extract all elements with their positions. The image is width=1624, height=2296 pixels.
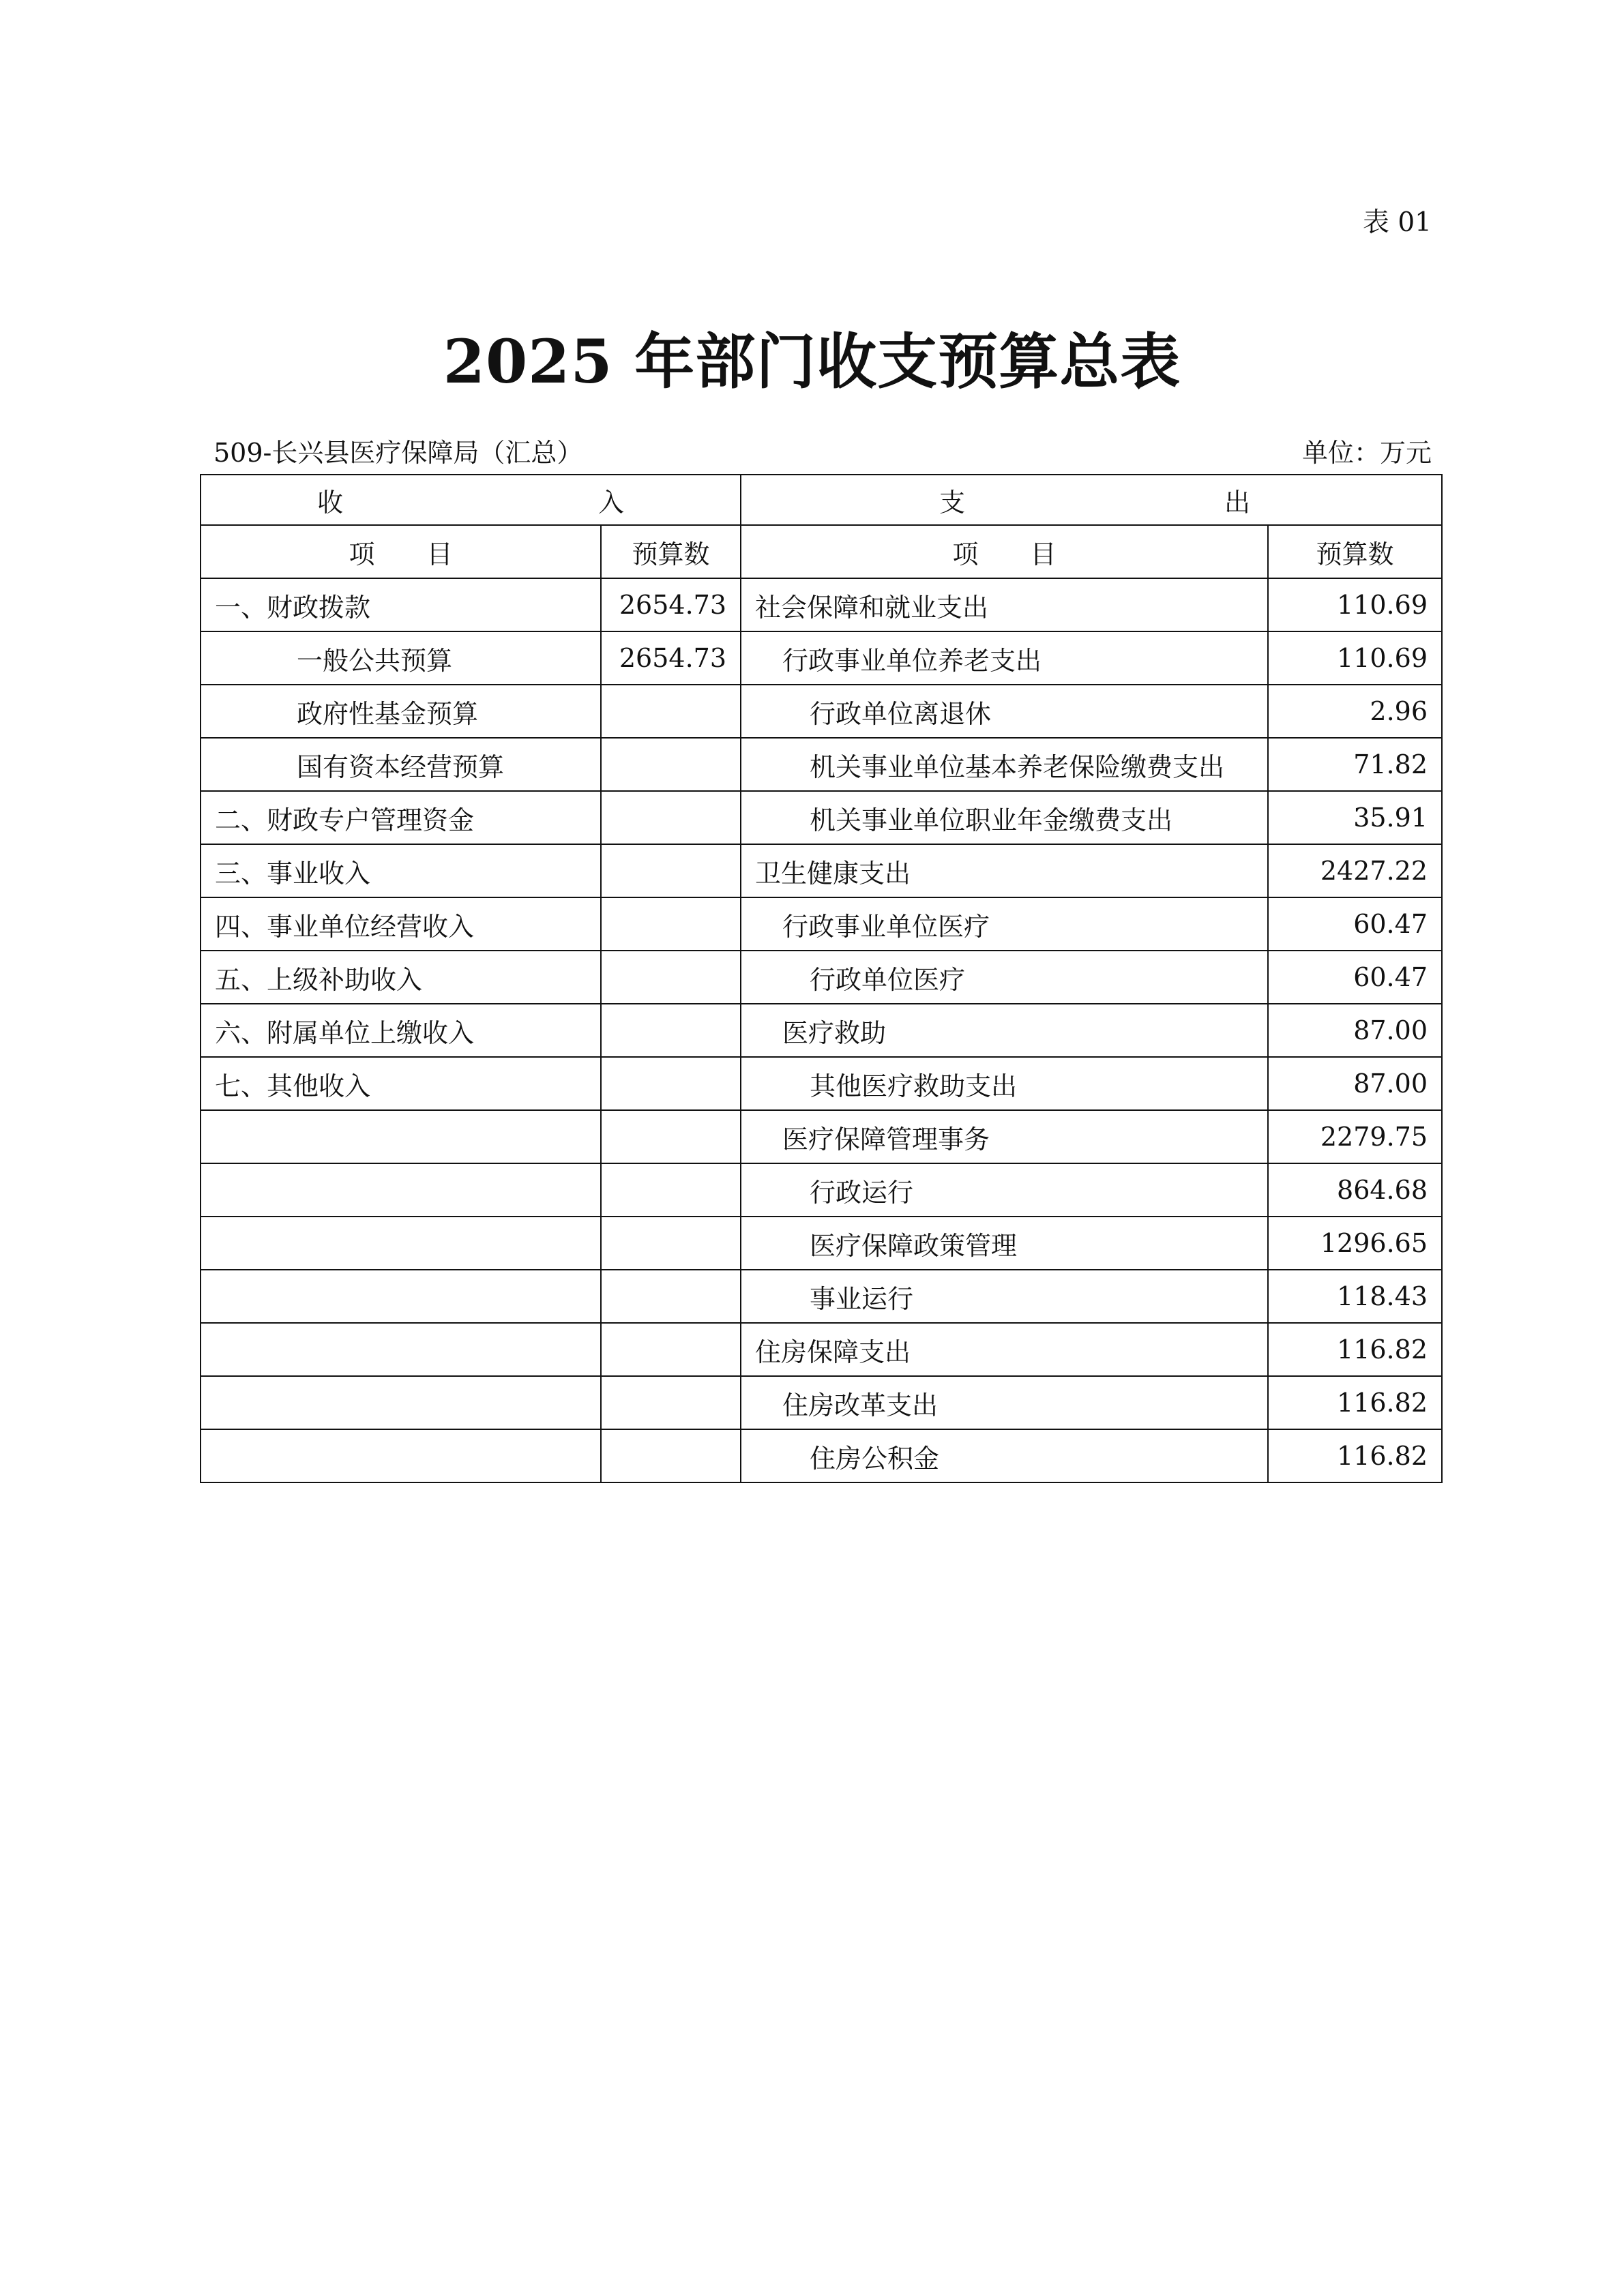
expense-item: 行政运行 bbox=[741, 1163, 1268, 1217]
income-amount bbox=[601, 791, 741, 844]
income-amount: 2654.73 bbox=[601, 631, 741, 685]
expense-item: 医疗保障管理事务 bbox=[741, 1110, 1268, 1163]
income-item: 六、附属单位上缴收入 bbox=[201, 1004, 601, 1057]
income-section-header bbox=[201, 475, 741, 525]
expense-item: 行政单位医疗 bbox=[741, 951, 1268, 1004]
expense-amount: 60.47 bbox=[1268, 951, 1442, 1004]
expense-item: 卫生健康支出 bbox=[741, 844, 1268, 897]
income-item: 二、财政专户管理资金 bbox=[201, 791, 601, 844]
table-row bbox=[201, 1110, 1442, 1163]
organization-name: 509-长兴县医疗保障局（汇总） bbox=[213, 438, 583, 468]
section-header-row bbox=[201, 475, 1442, 525]
expense-item: 事业运行 bbox=[741, 1270, 1268, 1323]
table-row bbox=[201, 1376, 1442, 1429]
table-row bbox=[201, 1004, 1442, 1057]
expense-section-header bbox=[741, 475, 1442, 525]
expense-item: 医疗保障政策管理 bbox=[741, 1217, 1268, 1270]
expense-item: 社会保障和就业支出 bbox=[741, 578, 1268, 631]
expense-item: 行政事业单位医疗 bbox=[741, 897, 1268, 951]
income-amount bbox=[601, 685, 741, 738]
table-row bbox=[201, 738, 1442, 791]
income-label-first: 收 bbox=[317, 487, 344, 518]
income-amount bbox=[601, 1217, 741, 1270]
expense-amount: 116.82 bbox=[1268, 1323, 1442, 1376]
income-item: 七、其他收入 bbox=[201, 1057, 601, 1110]
table-row bbox=[201, 631, 1442, 685]
table-row bbox=[201, 1429, 1442, 1482]
table-row bbox=[201, 685, 1442, 738]
income-amount bbox=[601, 1110, 741, 1163]
expense-amount: 60.47 bbox=[1268, 897, 1442, 951]
expense-amount: 1296.65 bbox=[1268, 1217, 1442, 1270]
expense-amount: 118.43 bbox=[1268, 1270, 1442, 1323]
income-item: 一、财政拨款 bbox=[201, 578, 601, 631]
expense-amount: 116.82 bbox=[1268, 1429, 1442, 1482]
expense-item: 机关事业单位基本养老保险缴费支出 bbox=[741, 738, 1268, 791]
expense-item: 住房改革支出 bbox=[741, 1376, 1268, 1429]
income-amount bbox=[601, 1376, 741, 1429]
table-row bbox=[201, 791, 1442, 844]
income-item bbox=[201, 1376, 601, 1429]
expense-item: 机关事业单位职业年金缴费支出 bbox=[741, 791, 1268, 844]
expense-item: 行政单位离退休 bbox=[741, 685, 1268, 738]
expense-amount: 87.00 bbox=[1268, 1004, 1442, 1057]
income-amount bbox=[601, 951, 741, 1004]
expense-label-first: 支 bbox=[939, 487, 966, 518]
income-item: 国有资本经营预算 bbox=[201, 738, 601, 791]
expense-amount: 2427.22 bbox=[1268, 844, 1442, 897]
expense-amount: 35.91 bbox=[1268, 791, 1442, 844]
expense-amount: 110.69 bbox=[1268, 578, 1442, 631]
income-item bbox=[201, 1110, 601, 1163]
table-row bbox=[201, 578, 1442, 631]
table-row bbox=[201, 951, 1442, 1004]
table-row bbox=[201, 1057, 1442, 1110]
income-amount bbox=[601, 844, 741, 897]
expense-amount: 2.96 bbox=[1268, 685, 1442, 738]
expense-label-second: 出 bbox=[1224, 487, 1250, 518]
expense-item: 其他医疗救助支出 bbox=[741, 1057, 1268, 1110]
income-item: 政府性基金预算 bbox=[201, 685, 601, 738]
expense-amount: 864.68 bbox=[1268, 1163, 1442, 1217]
income-amount bbox=[601, 1323, 741, 1376]
income-amount bbox=[601, 1057, 741, 1110]
table-row bbox=[201, 897, 1442, 951]
meta-row bbox=[213, 434, 1432, 472]
income-amount: 2654.73 bbox=[601, 578, 741, 631]
income-amount bbox=[601, 897, 741, 951]
table-body bbox=[201, 578, 1442, 1482]
income-item bbox=[201, 1429, 601, 1482]
expense-item-header: 项 目 bbox=[741, 525, 1268, 578]
income-amount bbox=[601, 1270, 741, 1323]
expense-item: 住房公积金 bbox=[741, 1429, 1268, 1482]
table-number: 表 01 bbox=[1362, 207, 1432, 238]
income-item: 三、事业收入 bbox=[201, 844, 601, 897]
income-item bbox=[201, 1217, 601, 1270]
table-row bbox=[201, 1217, 1442, 1270]
income-amount bbox=[601, 1429, 741, 1482]
income-label-second: 入 bbox=[597, 487, 624, 518]
income-item bbox=[201, 1163, 601, 1217]
expense-amount: 116.82 bbox=[1268, 1376, 1442, 1429]
table-row bbox=[201, 1270, 1442, 1323]
expense-amount-header: 预算数 bbox=[1268, 525, 1442, 578]
table-row bbox=[201, 1323, 1442, 1376]
income-item: 四、事业单位经营收入 bbox=[201, 897, 601, 951]
table-row bbox=[201, 844, 1442, 897]
unit-label: 单位：万元 bbox=[1301, 438, 1432, 468]
expense-amount: 71.82 bbox=[1268, 738, 1442, 791]
income-item bbox=[201, 1270, 601, 1323]
income-amount-header: 预算数 bbox=[601, 525, 741, 578]
income-item: 五、上级补助收入 bbox=[201, 951, 601, 1004]
income-amount bbox=[601, 1004, 741, 1057]
income-item bbox=[201, 1323, 601, 1376]
table-row bbox=[201, 1163, 1442, 1217]
income-amount bbox=[601, 738, 741, 791]
income-item-header: 项 目 bbox=[201, 525, 601, 578]
expense-amount: 2279.75 bbox=[1268, 1110, 1442, 1163]
column-header-row bbox=[201, 525, 1442, 578]
expense-item: 住房保障支出 bbox=[741, 1323, 1268, 1376]
income-amount bbox=[601, 1163, 741, 1217]
income-item: 一般公共预算 bbox=[201, 631, 601, 685]
budget-table bbox=[200, 474, 1443, 1483]
expense-item: 医疗救助 bbox=[741, 1004, 1268, 1057]
page-title: 2025 年部门收支预算总表 bbox=[443, 326, 1181, 397]
expense-amount: 110.69 bbox=[1268, 631, 1442, 685]
expense-amount: 87.00 bbox=[1268, 1057, 1442, 1110]
expense-item: 行政事业单位养老支出 bbox=[741, 631, 1268, 685]
